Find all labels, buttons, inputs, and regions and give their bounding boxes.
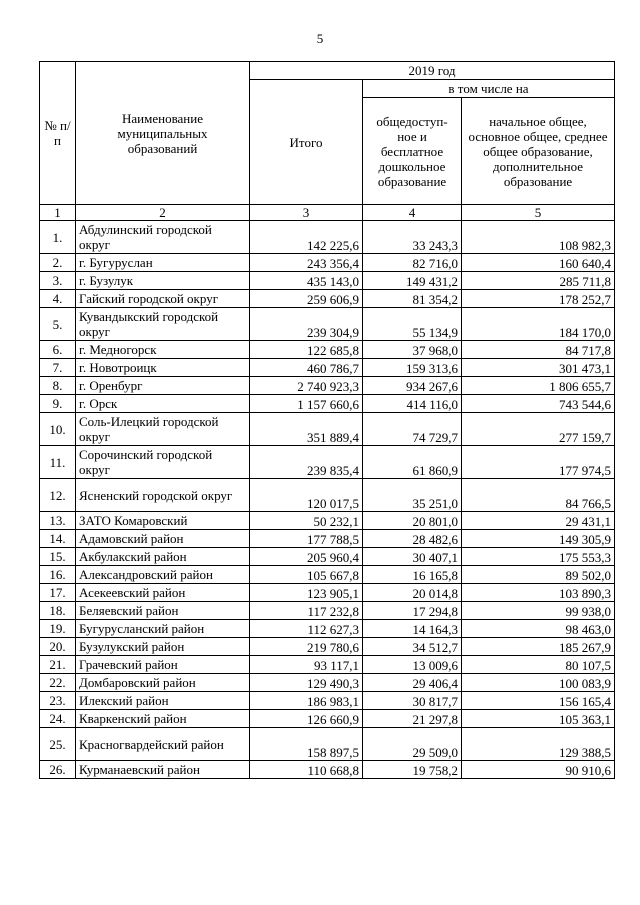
- preschool-value: 81 354,2: [363, 290, 462, 308]
- total-value: 122 685,8: [250, 341, 363, 359]
- total-value: 1 157 660,6: [250, 395, 363, 413]
- row-number: 22.: [40, 674, 76, 692]
- municipality-name: Красногвардейский район: [76, 728, 250, 761]
- general-education-value: 160 640,4: [462, 254, 615, 272]
- general-education-value: 80 107,5: [462, 656, 615, 674]
- total-value: 351 889,4: [250, 413, 363, 446]
- preschool-value: 16 165,8: [363, 566, 462, 584]
- preschool-value: 55 134,9: [363, 308, 462, 341]
- preschool-value: 35 251,0: [363, 479, 462, 512]
- total-value: 186 983,1: [250, 692, 363, 710]
- municipality-name: Кувандыкский городской округ: [76, 308, 250, 341]
- preschool-value: 20 801,0: [363, 512, 462, 530]
- municipality-name: Сорочинский городской округ: [76, 446, 250, 479]
- total-value: 93 117,1: [250, 656, 363, 674]
- total-value: 205 960,4: [250, 548, 363, 566]
- municipality-name: г. Оренбург: [76, 377, 250, 395]
- total-value: 239 304,9: [250, 308, 363, 341]
- municipality-name: Курманаевский район: [76, 761, 250, 779]
- general-education-value: 285 711,8: [462, 272, 615, 290]
- preschool-value: 19 758,2: [363, 761, 462, 779]
- header-row-year: [40, 62, 615, 80]
- table-row: [40, 446, 615, 479]
- general-education-value: 177 974,5: [462, 446, 615, 479]
- header-col-general: начальное общее, основное общее, среднее общее образование, дополнительное образование: [462, 98, 615, 205]
- general-education-value: 84 766,5: [462, 479, 615, 512]
- table-row: [40, 377, 615, 395]
- municipality-name: Кваркенский район: [76, 710, 250, 728]
- general-education-value: 178 252,7: [462, 290, 615, 308]
- total-value: 105 667,8: [250, 566, 363, 584]
- preschool-value: 159 313,6: [363, 359, 462, 377]
- general-education-value: 29 431,1: [462, 512, 615, 530]
- total-value: 435 143,0: [250, 272, 363, 290]
- municipality-name: Асекеевский район: [76, 584, 250, 602]
- total-value: 126 660,9: [250, 710, 363, 728]
- row-number: 23.: [40, 692, 76, 710]
- municipality-name: Беляевский район: [76, 602, 250, 620]
- municipality-name: Акбулакский район: [76, 548, 250, 566]
- table-row: [40, 710, 615, 728]
- municipality-name: г. Новотроицк: [76, 359, 250, 377]
- row-number: 8.: [40, 377, 76, 395]
- general-education-value: 175 553,3: [462, 548, 615, 566]
- header-col-number: № п/п: [40, 62, 76, 205]
- total-value: 177 788,5: [250, 530, 363, 548]
- row-number: 2.: [40, 254, 76, 272]
- municipality-name: Соль-Илецкий городской округ: [76, 413, 250, 446]
- preschool-value: 21 297,8: [363, 710, 462, 728]
- preschool-value: 30 817,7: [363, 692, 462, 710]
- municipality-name: Александровский район: [76, 566, 250, 584]
- header-year: 2019 год: [250, 62, 615, 80]
- general-education-value: 84 717,8: [462, 341, 615, 359]
- header-num-2: 2: [76, 205, 250, 221]
- total-value: 129 490,3: [250, 674, 363, 692]
- row-number: 4.: [40, 290, 76, 308]
- table-row: [40, 638, 615, 656]
- preschool-value: 74 729,7: [363, 413, 462, 446]
- header-num-4: 4: [363, 205, 462, 221]
- row-number: 3.: [40, 272, 76, 290]
- general-education-value: 1 806 655,7: [462, 377, 615, 395]
- municipality-name: г. Бугуруслан: [76, 254, 250, 272]
- municipality-name: Адамовский район: [76, 530, 250, 548]
- general-education-value: 103 890,3: [462, 584, 615, 602]
- preschool-value: 34 512,7: [363, 638, 462, 656]
- total-value: 120 017,5: [250, 479, 363, 512]
- table-row: [40, 566, 615, 584]
- table-row: [40, 254, 615, 272]
- preschool-value: 61 860,9: [363, 446, 462, 479]
- municipality-name: Грачевский район: [76, 656, 250, 674]
- municipality-name: г. Бузулук: [76, 272, 250, 290]
- table-row: [40, 761, 615, 779]
- preschool-value: 17 294,8: [363, 602, 462, 620]
- general-education-value: 149 305,9: [462, 530, 615, 548]
- preschool-value: 37 968,0: [363, 341, 462, 359]
- municipality-name: Бугурусланский район: [76, 620, 250, 638]
- row-number: 19.: [40, 620, 76, 638]
- budget-table: [39, 61, 615, 779]
- header-including: в том числе на: [363, 80, 615, 98]
- row-number: 1.: [40, 221, 76, 254]
- header-col-preschool: общедоступ- ное и бесплатное дошкольное образование: [363, 98, 462, 205]
- table-row: [40, 308, 615, 341]
- row-number: 17.: [40, 584, 76, 602]
- table-row: [40, 290, 615, 308]
- preschool-value: 28 482,6: [363, 530, 462, 548]
- row-number: 26.: [40, 761, 76, 779]
- municipality-name: Домбаровский район: [76, 674, 250, 692]
- table-row: [40, 512, 615, 530]
- row-number: 25.: [40, 728, 76, 761]
- budget-table-body: [40, 62, 615, 779]
- row-number: 20.: [40, 638, 76, 656]
- table-row: [40, 272, 615, 290]
- table-row: [40, 728, 615, 761]
- municipality-name: г. Медногорск: [76, 341, 250, 359]
- preschool-value: 30 407,1: [363, 548, 462, 566]
- header-num-5: 5: [462, 205, 615, 221]
- preschool-value: 20 014,8: [363, 584, 462, 602]
- general-education-value: 184 170,0: [462, 308, 615, 341]
- general-education-value: 99 938,0: [462, 602, 615, 620]
- total-value: 142 225,6: [250, 221, 363, 254]
- general-education-value: 108 982,3: [462, 221, 615, 254]
- row-number: 24.: [40, 710, 76, 728]
- row-number: 21.: [40, 656, 76, 674]
- general-education-value: 129 388,5: [462, 728, 615, 761]
- general-education-value: 89 502,0: [462, 566, 615, 584]
- table-row: [40, 341, 615, 359]
- table-row: [40, 395, 615, 413]
- total-value: 50 232,1: [250, 512, 363, 530]
- total-value: 243 356,4: [250, 254, 363, 272]
- preschool-value: 414 116,0: [363, 395, 462, 413]
- municipality-name: Гайский городской округ: [76, 290, 250, 308]
- row-number: 9.: [40, 395, 76, 413]
- preschool-value: 149 431,2: [363, 272, 462, 290]
- row-number: 15.: [40, 548, 76, 566]
- header-col-name: Наименование муниципальных образований: [76, 62, 250, 205]
- row-number: 6.: [40, 341, 76, 359]
- row-number: 14.: [40, 530, 76, 548]
- general-education-value: 98 463,0: [462, 620, 615, 638]
- table-row: [40, 530, 615, 548]
- total-value: 460 786,7: [250, 359, 363, 377]
- row-number: 12.: [40, 479, 76, 512]
- page-number: 5: [316, 31, 324, 46]
- table-row: [40, 620, 615, 638]
- row-number: 5.: [40, 308, 76, 341]
- table-row: [40, 548, 615, 566]
- row-number: 11.: [40, 446, 76, 479]
- preschool-value: 14 164,3: [363, 620, 462, 638]
- table-row: [40, 413, 615, 446]
- total-value: 239 835,4: [250, 446, 363, 479]
- table-row: [40, 584, 615, 602]
- municipality-name: Абдулинский городской округ: [76, 221, 250, 254]
- municipality-name: ЗАТО Комаровский: [76, 512, 250, 530]
- row-number: 16.: [40, 566, 76, 584]
- general-education-value: 277 159,7: [462, 413, 615, 446]
- general-education-value: 90 910,6: [462, 761, 615, 779]
- general-education-value: 100 083,9: [462, 674, 615, 692]
- row-number: 18.: [40, 602, 76, 620]
- municipality-name: Бузулукский район: [76, 638, 250, 656]
- preschool-value: 82 716,0: [363, 254, 462, 272]
- row-number: 10.: [40, 413, 76, 446]
- total-value: 2 740 923,3: [250, 377, 363, 395]
- preschool-value: 29 406,4: [363, 674, 462, 692]
- total-value: 112 627,3: [250, 620, 363, 638]
- general-education-value: 743 544,6: [462, 395, 615, 413]
- header-row-numbers: [40, 205, 615, 221]
- municipality-name: Ясненский городской округ: [76, 479, 250, 512]
- total-value: 123 905,1: [250, 584, 363, 602]
- table-row: [40, 656, 615, 674]
- table-row: [40, 692, 615, 710]
- preschool-value: 29 509,0: [363, 728, 462, 761]
- total-value: 158 897,5: [250, 728, 363, 761]
- total-value: 259 606,9: [250, 290, 363, 308]
- table-row: [40, 359, 615, 377]
- row-number: 13.: [40, 512, 76, 530]
- general-education-value: 301 473,1: [462, 359, 615, 377]
- row-number: 7.: [40, 359, 76, 377]
- municipality-name: г. Орск: [76, 395, 250, 413]
- table-row: [40, 221, 615, 254]
- municipality-name: Илекский район: [76, 692, 250, 710]
- preschool-value: 33 243,3: [363, 221, 462, 254]
- header-col-total: Итого: [250, 80, 363, 205]
- table-row: [40, 674, 615, 692]
- total-value: 110 668,8: [250, 761, 363, 779]
- header-num-1: 1: [40, 205, 76, 221]
- general-education-value: 185 267,9: [462, 638, 615, 656]
- preschool-value: 13 009,6: [363, 656, 462, 674]
- total-value: 219 780,6: [250, 638, 363, 656]
- total-value: 117 232,8: [250, 602, 363, 620]
- preschool-value: 934 267,6: [363, 377, 462, 395]
- table-row: [40, 479, 615, 512]
- table-row: [40, 602, 615, 620]
- header-num-3: 3: [250, 205, 363, 221]
- general-education-value: 105 363,1: [462, 710, 615, 728]
- general-education-value: 156 165,4: [462, 692, 615, 710]
